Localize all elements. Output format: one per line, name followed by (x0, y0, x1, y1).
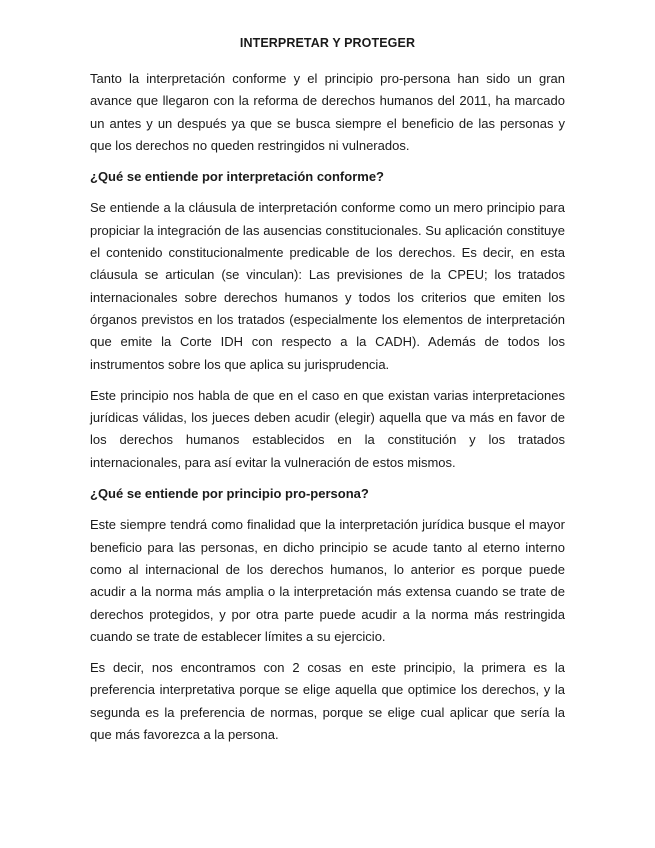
paragraph-pro-persona-definition: Este siempre tendrá como finalidad que la interpretación jurídica busque el mayor beneficio para las personas, en dicho principio se acude tanto al eterno interno como al internacional de los derechos humanos, lo anterior es porque puede acudir a la norma más amplia o la interpretación más extensa cuando se trate de derechos protegidos, y por otra parte puede acudir a la norma más restringida cuando se trate de establecer límites a su ejercicio. (90, 517, 565, 644)
question-heading-principio-pro-persona: ¿Qué se entiende por principio pro-persona? (90, 486, 369, 502)
document-title: INTERPRETAR Y PROTEGER (239, 36, 416, 50)
question-heading-interpretacion-conforme: ¿Qué se entiende por interpretación conforme? (90, 169, 384, 185)
paragraph-interpretacion-conforme-principle: Este principio nos habla de que en el caso en que existan varias interpretaciones jurídicas válidas, los jueces deben acudir (elegir) aquella que va más en favor de los derechos humanos establecidos en la constitución y los tratados internacionales, para así evitar la vulneración de estos mismos. (90, 387, 565, 470)
paragraph-interpretacion-conforme-definition: Se entiende a la cláusula de interpretación conforme como un mero principio para propiciar la integración de las ausencias constitucionales. Su aplicación constituye el contenido constitucionalmente predicable de los derechos. Es decir, en esta cláusula se articulan (se vinculan): Las previsiones de la CPEU; los tratados internacionales sobre derechos humanos y todos los criterios que emiten los órganos previstos en los tratados (especialmente los elementos de interpretación que emite la Corte IDH con respecto a la CADH). Además de todos los instrumentos sobre los que aplica su jurisprudencia. (90, 200, 565, 372)
intro-paragraph: Tanto la interpretación conforme y el principio pro-persona han sido un gran avance que llegaron con la reforma de derechos humanos del 2011, ha marcado un antes y un después ya que se busca siempre el beneficio de las personas y que los derechos no queden restringidos ni vulnerados. (90, 71, 565, 153)
paragraph-pro-persona-summary: Es decir, nos encontramos con 2 cosas en este principio, la primera es la preferencia interpretativa porque se elige aquella que optimice los derechos, y la segunda es la preferencia de normas, porque se elige cual aplicar que sería la que más favorezca a la persona. (90, 660, 565, 743)
